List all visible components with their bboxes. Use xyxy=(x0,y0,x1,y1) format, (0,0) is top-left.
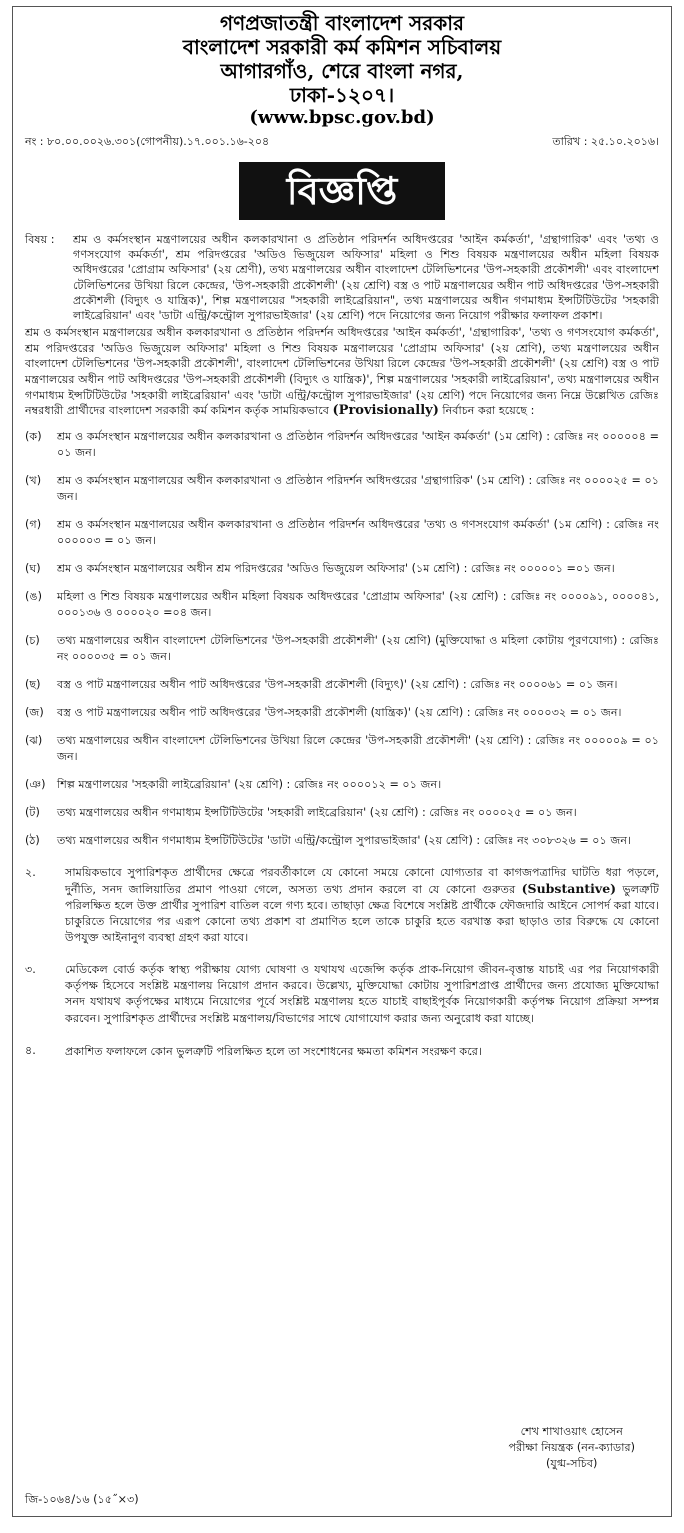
list-item-text: বস্ত্র ও পাট মন্ত্রণালয়ের অধীন পাট অধিদপ্তরের 'উপ-সহকারী প্রকৌশলী (বিদ্যুৎ)' (২য় শ্রেণি) : রেজিঃ নং ০০০০৬১ = ০১ জন। xyxy=(57,677,618,691)
notice-page xyxy=(12,6,672,1517)
condition-text-part: ভুলত্রুটি পরিলক্ষিত হলে উক্ত প্রার্থীর সুপারিশ বাতিল বলে গণ্য হবে। তাছাড়া ক্ষেত্র বিশেষে সংশ্লিষ্ট প্রার্থীকে ফৌজদারি আইনে সোপর্দ করা যাবে। চাকুরিতে নিয়োগের পর এরূপ কোনো তথ্য প্রকাশ বা প্রমাণিত হলে তাকে চাকুরি হতে বরখাস্ত করা ছাড়াও তার বিরুদ্ধে যে কোনো উপযুক্ত আইনানুগ ব্যবস্থা গ্রহণ করা যাবে। xyxy=(65,882,659,944)
condition-emphasis: (Substantive) xyxy=(521,880,617,896)
list-item xyxy=(25,805,659,821)
list-item-text: মহিলা ও শিশু বিষয়ক মন্ত্রণালয়ের অধীন মহিলা বিষয়ক অধিদপ্তরের 'প্রোগ্রাম অফিসার' (২য় শ্রেণি) : রেজিঃ নং ০০০০৯১, ০০০০৪১, ০০০১৩৬ ও ০০০০২০ =০৪ জন। xyxy=(57,589,659,619)
list-item xyxy=(25,473,659,505)
signatory-title: পরীক্ষা নিয়ন্ত্রক (নন-ক্যাডার) xyxy=(508,1441,635,1454)
list-item-marker: (ঞ) xyxy=(25,777,46,791)
list-item-marker: (খ) xyxy=(25,473,42,487)
list-item-text: তথ্য মন্ত্রণালয়ের অধীন গণমাধ্যম ইন্সটিটিউটের 'ডাটা এন্ট্রি/কন্ট্রোল সুপারভাইজার' (২য় শ্রেণি) : রেজিঃ নং ৩০৮৩২৬ = ০১ জন। xyxy=(57,833,632,847)
list-item-text: তথ্য মন্ত্রণালয়ের অধীন বাংলাদেশ টেলিভিশনের 'উপ-সহকারী প্রকৌশলী' (২য় শ্রেণি) (মুক্তিযোদ্ধা ও মহিলা কোটায় পূরণযোগ্য) : রেজিঃ নং ০০০০৩৫ = ০১ জন। xyxy=(57,633,659,663)
condition-text xyxy=(65,865,659,946)
condition-number: ২. xyxy=(25,865,36,879)
subject-label: বিষয় : xyxy=(25,233,55,246)
list-item-marker: (ঙ) xyxy=(25,589,42,603)
selection-list xyxy=(25,429,659,849)
subject-text: শ্রম ও কর্মসংস্থান মন্ত্রণালয়ের অধীন কলকারখানা ও প্রতিষ্ঠান পরিদর্শন অধিদপ্তরের 'আইন কর্মকর্তা', 'গ্রন্থাগারিক' এবং 'তথ্য ও গণসংযোগ কর্মকর্তা', শ্রম পরিদপ্তরের 'অডিও ভিজুয়েল অফিসার' মহিলা ও শিশু বিষয়ক মন্ত্রণালয়ের অধীন মহিলা বিষয়ক অধিদপ্তরের 'প্রোগ্রাম অফিসার' (২য় শ্রেণী), তথ্য মন্ত্রণালয়ের অধীন বাংলাদেশ টেলিভিশনের 'উপ-সহকারী প্রকৌশলী' এবং বাংলাদেশ টেলিভিশনের উখিয়া রিলে কেন্দ্রের, 'উপ-সহকারী প্রকৌশলী' (২য় শ্রেণি) বস্ত্র ও পাট মন্ত্রণালয়ের অধীন পাট অধিদপ্তরের 'উপ-সহকারী প্রকৌশলী (বিদ্যুৎ ও যান্ত্রিক)', শিল্প মন্ত্রণালয়ের "সহকারী লাইব্রেরিয়ান", তথ্য মন্ত্রণালয়ের অধীন গণমাধ্যম ইন্সটিটিউটের 'সহকারী লাইব্রেরিয়ান' এবং 'ডাটা এন্ট্রি/কন্ট্রোল সুপারভাইজার' (২য় শ্রেণি) পদে নিয়োগের জন্য নিয়োগ পরীক্ষার ফলাফল প্রকাশ। xyxy=(73,233,659,323)
commission-name: বাংলাদেশ সরকারী কর্ম কমিশন সচিবালয় xyxy=(182,35,502,59)
condition-text xyxy=(65,962,659,1027)
list-item xyxy=(25,777,659,793)
list-item-text: তথ্য মন্ত্রণালয়ের অধীন বাংলাদেশ টেলিভিশনের উখিয়া রিলে কেন্দ্রের 'উপ-সহকারী প্রকৌশলী' (২য় শ্রেণি) : রেজিঃ নং ০০০০০৯ = ০১ জন। xyxy=(57,733,659,763)
subject-block xyxy=(25,232,659,323)
list-item xyxy=(25,633,659,665)
list-item-marker: (ঠ) xyxy=(25,833,40,847)
list-item-text: শ্রম ও কর্মসংস্থান মন্ত্রণালয়ের অধীন কলকারখানা ও প্রতিষ্ঠান পরিদর্শন অধিদপ্তরের 'গ্রন্থাগারিক' (১ম শ্রেণি) : রেজিঃ নং ০০০০২৫ = ০১ জন। xyxy=(57,473,659,503)
signatory-rank: (যুগ্ম-সচিব) xyxy=(546,1457,598,1470)
condition-paragraph xyxy=(25,865,659,946)
intro-paragraph xyxy=(25,325,659,419)
condition-text-part: সাময়িকভাবে সুপারিশকৃত প্রার্থীদের ক্ষেত্রে পরবর্তীকালে যে কোনো সময়ে কোনো যোগ্যতার বা কাগজপত্রাদির ঘাটতি ধরা পড়লে, দুর্নীতি, সনদ জালিয়াতির প্রমাণ পাওয়া গেলে, অসত্য তথ্য প্রদান করলে বা যে কোনো গুরুতর xyxy=(65,865,659,896)
signature-block xyxy=(508,1424,635,1472)
banner-wrap xyxy=(25,162,659,220)
memo-ref: নং : ৮০.০০.০০২৬.৩০১(গোপনীয়).১৭.০০১.১৬-২০৪ xyxy=(25,135,270,148)
list-item-marker: (জ) xyxy=(25,705,44,719)
list-item xyxy=(25,833,659,849)
address-line: আগারগাঁও, শেরে বাংলা নগর, xyxy=(220,59,464,83)
list-item xyxy=(25,429,659,461)
condition-paragraph xyxy=(25,1043,659,1060)
list-item-marker: (ছ) xyxy=(25,677,41,691)
condition-text-part: মেডিকেল বোর্ড কর্তৃক স্বাস্থ্য পরীক্ষায় যোগ্য ঘোষণা ও যথাযথ এজেন্সি কর্তৃক প্রাক-নিয়োগ জীবন-বৃত্তান্ত যাচাই এর পর নিয়োগকারী কর্তৃপক্ষ হিসেবে সংশ্লিষ্ট মন্ত্রণালয় নিয়োগ প্রদান করবে। উল্লেখ্য, মুক্তিযোদ্ধা কোটায় সুপারিশপ্রাপ্ত প্রার্থীদের জন্য প্রযোজ্য মুক্তিযোদ্ধা সনদ যথাযথ কর্তৃপক্ষের মাধ্যমে নিয়োগের পূর্বে সংশ্লিষ্ট মন্ত্রণালয় হতে যাচাই বাছাইপূর্বক নিয়োগকারী কর্তৃপক্ষ নিয়োগ প্রক্রিয়া সম্পন্ন করবেন। সুপারিশকৃত প্রার্থীদের সংশ্লিষ্ট মন্ত্রণালয়/বিভাগের সাথে যোগাযোগ করার জন্য অনুরোধ করা যাচ্ছে। xyxy=(65,962,659,1025)
provisional-label: (Provisionally) xyxy=(332,403,439,419)
condition-text xyxy=(65,1043,659,1060)
list-item-text: শিল্প মন্ত্রণালয়ের 'সহকারী লাইব্রেরিয়ান' (২য় শ্রেণি) : রেজিঃ নং ০০০০১২ = ০১ জন। xyxy=(57,777,442,791)
list-item-text: শ্রম ও কর্মসংস্থান মন্ত্রণালয়ের অধীন কলকারখানা ও প্রতিষ্ঠান পরিদর্শন অধিদপ্তরের 'তথ্য ও গণসংযোগ কর্মকর্তা' (১ম শ্রেণি) : রেজিঃ নং ০০০০০৩ = ০১ জন। xyxy=(57,517,659,547)
condition-number: ৪. xyxy=(25,1043,36,1057)
conditions-list xyxy=(25,865,659,1060)
govt-name: গণপ্রজাতন্ত্রী বাংলাদেশ সরকার xyxy=(220,11,464,35)
notice-banner: বিজ্ঞপ্তি xyxy=(239,162,446,220)
list-item xyxy=(25,561,659,577)
city-line: ঢাকা-১২০৭। xyxy=(289,83,395,107)
memo-date: তারিখ : ২৫.১০.২০১৬। xyxy=(552,135,659,148)
condition-number: ৩. xyxy=(25,962,36,976)
list-item xyxy=(25,517,659,549)
list-item-marker: (ক) xyxy=(25,429,42,443)
memo-line xyxy=(25,133,659,152)
list-item-marker: (ঘ) xyxy=(25,561,41,575)
list-item xyxy=(25,589,659,621)
list-item-text: বস্ত্র ও পাট মন্ত্রণালয়ের অধীন পাট অধিদপ্তরের 'উপ-সহকারী প্রকৌশলী (যান্ত্রিক)' (২য় শ্রেণি) : রেজিঃ নং ০০০০৩২ = ০১ জন। xyxy=(57,705,622,719)
list-item xyxy=(25,733,659,765)
intro-tail: নির্বাচন করা হয়েছে : xyxy=(438,404,535,418)
list-item-marker: (ট) xyxy=(25,805,40,819)
list-item-text: শ্রম ও কর্মসংস্থান মন্ত্রণালয়ের অধীন কলকারখানা ও প্রতিষ্ঠান পরিদর্শন অধিদপ্তরের 'আইন কর্মকর্তা' (১ম শ্রেণি) : রেজিঃ নং ০০০০০৪ = ০১ জন। xyxy=(57,429,659,459)
list-item-text: তথ্য মন্ত্রণালয়ের অধীন গণমাধ্যম ইন্সটিটিউটের 'সহকারী লাইব্রেরিয়ান' (২য় শ্রেণি) : রেজিঃ নং ০০০০২৫ = ০১ জন। xyxy=(57,805,577,819)
list-item xyxy=(25,677,659,693)
signatory-name: শেখ শাখাওয়াৎ হোসেন xyxy=(520,1425,623,1438)
condition-text-part: প্রকাশিত ফলাফলে কোন ভুলত্রুটি পরিলক্ষিত হলে তা সংশোধনের ক্ষমতা কমিশন সংরক্ষণ করে। xyxy=(65,1044,482,1058)
print-code: জি-১০৬৪/১৬ (১৫˝×৩) xyxy=(25,1493,139,1506)
website-link[interactable]: (www.bpsc.gov.bd) xyxy=(249,107,435,128)
list-item-text: শ্রম ও কর্মসংস্থান মন্ত্রণালয়ের অধীন শ্রম পরিদপ্তরের 'অডিও ভিজুয়েল অফিসার' (১ম শ্রেণি) : রেজিঃ নং ০০০০০১ =০১ জন। xyxy=(57,561,615,575)
condition-paragraph xyxy=(25,962,659,1027)
letterhead xyxy=(25,11,659,129)
list-item-marker: (চ) xyxy=(25,633,40,647)
intro-text: শ্রম ও কর্মসংস্থান মন্ত্রণালয়ের অধীন কলকারখানা ও প্রতিষ্ঠান পরিদর্শন অধিদপ্তরের 'আইন কর্মকর্তা', 'গ্রন্থাগারিক', 'তথ্য ও গণসংযোগ কর্মকর্তা', শ্রম পরিদপ্তরের 'অডিও ভিজুয়েল অফিসার' মহিলা ও শিশু বিষয়ক মন্ত্রণালয়ের 'প্রোগ্রাম অফিসার' (২য় শ্রেণি), তথ্য মন্ত্রণালয়ের অধীন বাংলাদেশ টেলিভিশনের 'উপ-সহকারী প্রকৌশলী', বাংলাদেশ টেলিভিশনের উখিয়া রিলে কেন্দ্রের 'উপ-সহকারী প্রকৌশলী' (২য় শ্রেণি) বস্ত্র ও পাট মন্ত্রণালয়ের অধীন পাট অধিদপ্তরের 'উপ-সহকারী প্রকৌশলী (বিদ্যুৎ ও যান্ত্রিক)', শিল্প মন্ত্রণালয়ের 'সহকারী লাইব্রেরিয়ান', তথ্য মন্ত্রণালয়ের অধীন গণমাধ্যম ইন্সটিটিউটের 'সহকারী লাইব্রেরিয়ান' এবং 'ডাটা এন্ট্রি/কন্ট্রোল সুপারভাইজার' (২য় শ্রেণি) পদে নিয়োগের জন্য নিম্নে উল্লেখিত রেজিঃ নম্বরধারী প্রার্থীদের বাংলাদেশ সরকারী কর্ম কমিশন কর্তৃক সাময়িকভাবে xyxy=(25,326,659,418)
list-item-marker: (গ) xyxy=(25,517,42,531)
list-item xyxy=(25,705,659,721)
list-item-marker: (ঝ) xyxy=(25,733,43,747)
